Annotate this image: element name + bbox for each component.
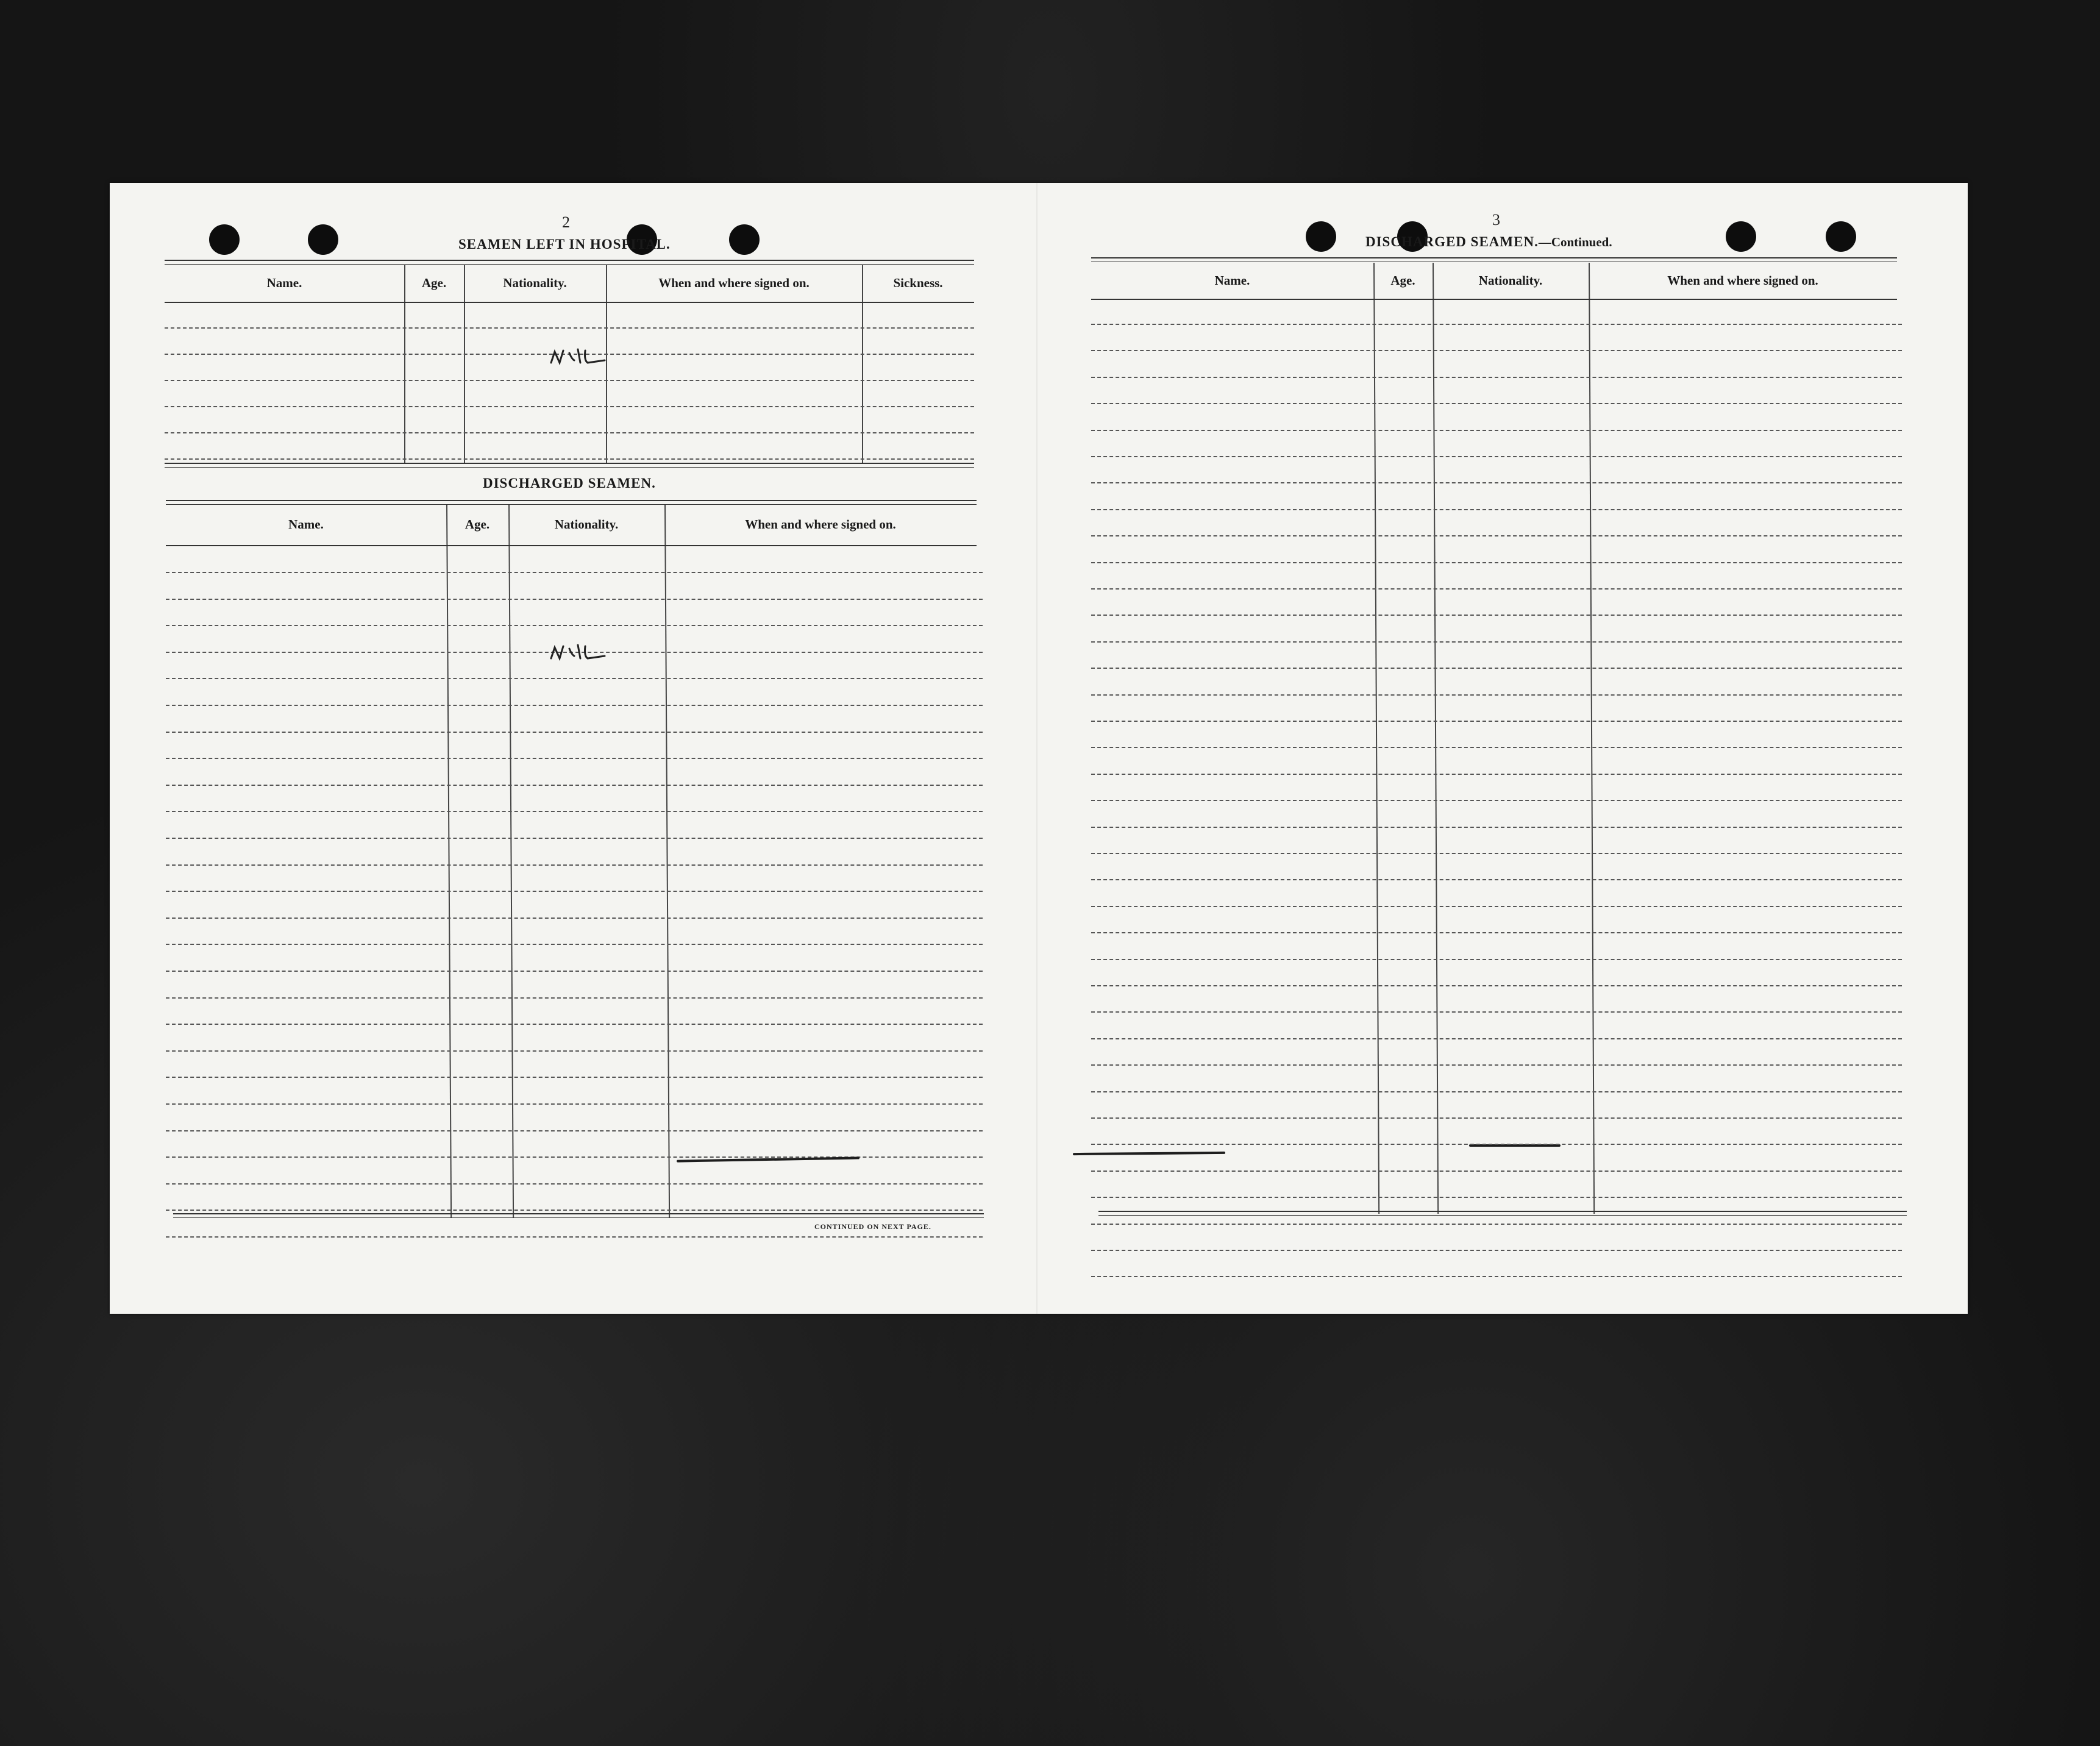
ruled-row-line: [166, 1210, 983, 1211]
column-header-signed-on: When and where signed on.: [658, 276, 810, 290]
continued-note: CONTINUED ON NEXT PAGE.: [814, 1222, 931, 1231]
ruled-row-line: [1091, 430, 1902, 431]
ruled-row-line: [1091, 747, 1902, 748]
ruled-row-line: [166, 678, 983, 679]
ruled-row-line: [1091, 959, 1902, 960]
ruled-row-line: [1091, 615, 1902, 616]
continued-suffix: —Continued.: [1538, 235, 1612, 249]
ruled-row-line: [1091, 482, 1902, 483]
page-number-right: 3: [1492, 211, 1500, 229]
ruled-row-line: [166, 918, 983, 919]
ruled-row-line: [1091, 1038, 1902, 1039]
discharged-table-left: [166, 505, 977, 1163]
ruled-row-line: [166, 758, 983, 759]
hospital-top-rule: [165, 260, 974, 265]
ruled-row-line: [1091, 932, 1902, 933]
column-header-nationality: Nationality.: [503, 276, 567, 290]
ruled-row-line: [1091, 1144, 1902, 1145]
page-number-left: 2: [562, 213, 570, 231]
punch-hole: [209, 224, 240, 255]
column-header-name: Name.: [266, 276, 302, 290]
ruled-row-line: [1091, 1276, 1902, 1277]
header-rule: [165, 302, 974, 303]
ruled-row-line: [1091, 456, 1902, 457]
ruled-row-line: [166, 1183, 983, 1185]
column-divider: [446, 505, 452, 1218]
ruled-row-line: [166, 944, 983, 945]
column-divider: [404, 265, 405, 464]
header-rule: [166, 545, 977, 546]
ruled-row-line: [1091, 562, 1902, 563]
column-header-age: Age.: [421, 276, 447, 290]
ruled-row-line: [166, 1024, 983, 1025]
column-divider: [508, 505, 514, 1218]
ruled-row-line: [1091, 721, 1902, 722]
ruled-row-line: [1091, 1171, 1902, 1172]
header-rule: [1091, 299, 1897, 300]
punch-hole: [1826, 221, 1856, 252]
ruled-row-line: [1091, 906, 1902, 907]
ruled-row-line: [166, 864, 983, 866]
ruled-row-line: [1091, 509, 1902, 510]
ruled-row-line: [1091, 668, 1902, 669]
right-top-rule: [1091, 257, 1897, 262]
hospital-section-title: SEAMEN LEFT IN HOSPITAL.: [458, 237, 671, 252]
section-title-text: DISCHARGED SEAMEN.: [1365, 234, 1539, 249]
ruled-row-line: [1091, 1117, 1902, 1119]
ruled-row-line: [1091, 535, 1902, 536]
ruled-row-line: [166, 599, 983, 600]
discharged-table-right: [1091, 263, 1897, 1214]
ruled-row-line: [1091, 985, 1902, 986]
column-header-name: Name.: [288, 517, 324, 532]
ruled-row-line: [166, 997, 983, 999]
ruled-row-line: [166, 1050, 983, 1052]
ruled-row-line: [166, 838, 983, 839]
ruled-row-line: [166, 572, 983, 573]
handwritten-nil-discharged: [549, 640, 616, 665]
column-header-signed-on: When and where signed on.: [1667, 273, 1818, 288]
ruled-row-line: [165, 380, 974, 381]
punch-hole: [1306, 221, 1336, 252]
column-header-sickness: Sickness.: [893, 276, 943, 290]
ruled-row-line: [1091, 1011, 1902, 1013]
column-header-signed-on: When and where signed on.: [745, 517, 896, 532]
ruled-row-line: [1091, 800, 1902, 801]
right-bottom-rule: [1098, 1211, 1907, 1216]
discharged-bottom-rule-left: [173, 1213, 984, 1218]
ruled-row-line: [165, 458, 974, 460]
column-divider: [664, 505, 670, 1218]
column-header-age: Age.: [1390, 273, 1415, 288]
ruled-row-line: [1091, 641, 1902, 643]
ruled-row-line: [166, 1077, 983, 1078]
ruled-row-line: [166, 785, 983, 786]
discharged-top-rule: [166, 500, 977, 505]
ruled-row-line: [166, 1236, 983, 1238]
ruled-row-line: [166, 732, 983, 733]
ruled-row-line: [166, 625, 983, 626]
ruled-row-line: [1091, 774, 1902, 775]
ruled-row-line: [166, 891, 983, 892]
ruled-row-line: [1091, 827, 1902, 828]
column-divider: [464, 265, 465, 464]
ruled-row-line: [166, 811, 983, 812]
hospital-bottom-rule: [165, 463, 974, 468]
column-header-name: Name.: [1214, 273, 1250, 288]
handwritten-nil-hospital: [549, 344, 616, 369]
column-header-age: Age.: [464, 517, 490, 532]
ruled-row-line: [166, 1156, 983, 1158]
column-divider: [1373, 263, 1379, 1214]
ruled-row-line: [1091, 1197, 1902, 1198]
ruled-row-line: [166, 1130, 983, 1131]
discharged-section-title: DISCHARGED SEAMEN.: [483, 476, 656, 491]
center-fold: [1036, 183, 1038, 1314]
ruled-row-line: [166, 1103, 983, 1105]
column-divider: [1433, 263, 1439, 1214]
ruled-row-line: [1091, 588, 1902, 590]
ruled-row-line: [1091, 377, 1902, 378]
ruled-row-line: [166, 705, 983, 706]
ruled-row-line: [1091, 1224, 1902, 1225]
ruled-row-line: [1091, 1250, 1902, 1251]
ruled-row-line: [1091, 694, 1902, 696]
ruled-row-line: [1091, 324, 1902, 325]
column-header-nationality: Nationality.: [554, 517, 619, 532]
column-divider: [862, 265, 863, 464]
ruled-row-line: [1091, 350, 1902, 351]
ruled-row-line: [1091, 1064, 1902, 1066]
column-header-nationality: Nationality.: [1478, 273, 1543, 288]
punch-hole: [729, 224, 760, 255]
discharged-continued-title: [1365, 234, 1612, 250]
ruled-row-line: [1091, 879, 1902, 880]
ruled-row-line: [165, 432, 974, 433]
punch-hole: [308, 224, 338, 255]
ledger-spread: [110, 183, 1968, 1314]
ruled-row-line: [1091, 1091, 1902, 1092]
column-divider: [1589, 263, 1595, 1214]
ruled-row-line: [165, 327, 974, 329]
ruled-row-line: [1091, 403, 1902, 404]
punch-hole: [1726, 221, 1756, 252]
ruled-row-line: [166, 971, 983, 972]
ruled-row-line: [1091, 853, 1902, 854]
ruled-row-line: [165, 406, 974, 407]
